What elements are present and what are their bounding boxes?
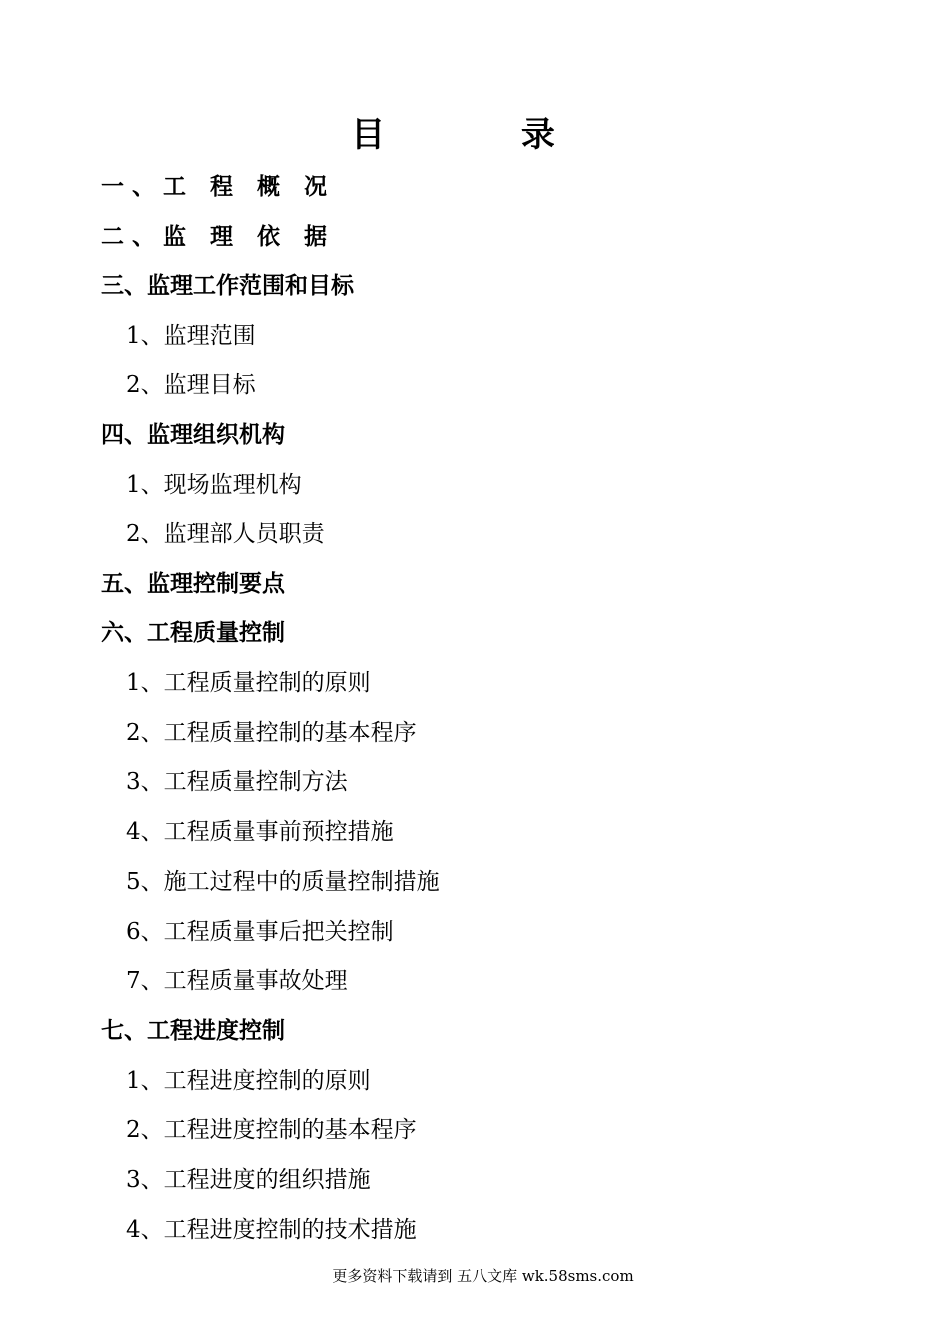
toc-entry-4-2[interactable]: 2、监理部人员职责	[126, 521, 325, 547]
toc-entry-6-3[interactable]: 3、工程质量控制方法	[126, 769, 348, 795]
toc-entry-section-7[interactable]: 七、工程进度控制	[101, 1018, 285, 1044]
toc-entry-6-4[interactable]: 4、工程质量事前预控措施	[126, 819, 394, 845]
toc-entry-6-1[interactable]: 1、工程质量控制的原则	[126, 670, 371, 696]
toc-entry-section-3[interactable]: 三、监理工作范围和目标	[101, 273, 354, 299]
toc-entry-section-1[interactable]: 一、工 程 概 况	[101, 174, 336, 200]
toc-entry-3-1[interactable]: 1、监理范围	[126, 323, 256, 349]
footer-watermark-text: 更多资料下载请到 五八文库 wk.58sms.com	[332, 1267, 634, 1285]
toc-entry-section-4[interactable]: 四、监理组织机构	[101, 422, 285, 448]
toc-entry-3-2[interactable]: 2、监理目标	[126, 372, 256, 398]
toc-entry-7-2[interactable]: 2、工程进度控制的基本程序	[126, 1117, 417, 1143]
toc-entry-section-5[interactable]: 五、监理控制要点	[101, 571, 285, 597]
toc-entry-6-6[interactable]: 6、工程质量事后把关控制	[126, 919, 394, 945]
toc-entry-section-6[interactable]: 六、工程质量控制	[101, 620, 285, 646]
toc-entry-7-4[interactable]: 4、工程进度控制的技术措施	[126, 1217, 417, 1243]
toc-entry-7-3[interactable]: 3、工程进度的组织措施	[126, 1167, 371, 1193]
toc-entry-4-1[interactable]: 1、现场监理机构	[126, 472, 302, 498]
toc-entry-6-5[interactable]: 5、施工过程中的质量控制措施	[126, 869, 440, 895]
toc-entry-6-7[interactable]: 7、工程质量事故处理	[126, 968, 348, 994]
toc-entry-section-2[interactable]: 二、监 理 依 据	[101, 224, 336, 250]
toc-entry-6-2[interactable]: 2、工程质量控制的基本程序	[126, 720, 417, 746]
toc-entry-7-1[interactable]: 1、工程进度控制的原则	[126, 1068, 371, 1094]
toc-title: 目 录	[351, 115, 617, 155]
